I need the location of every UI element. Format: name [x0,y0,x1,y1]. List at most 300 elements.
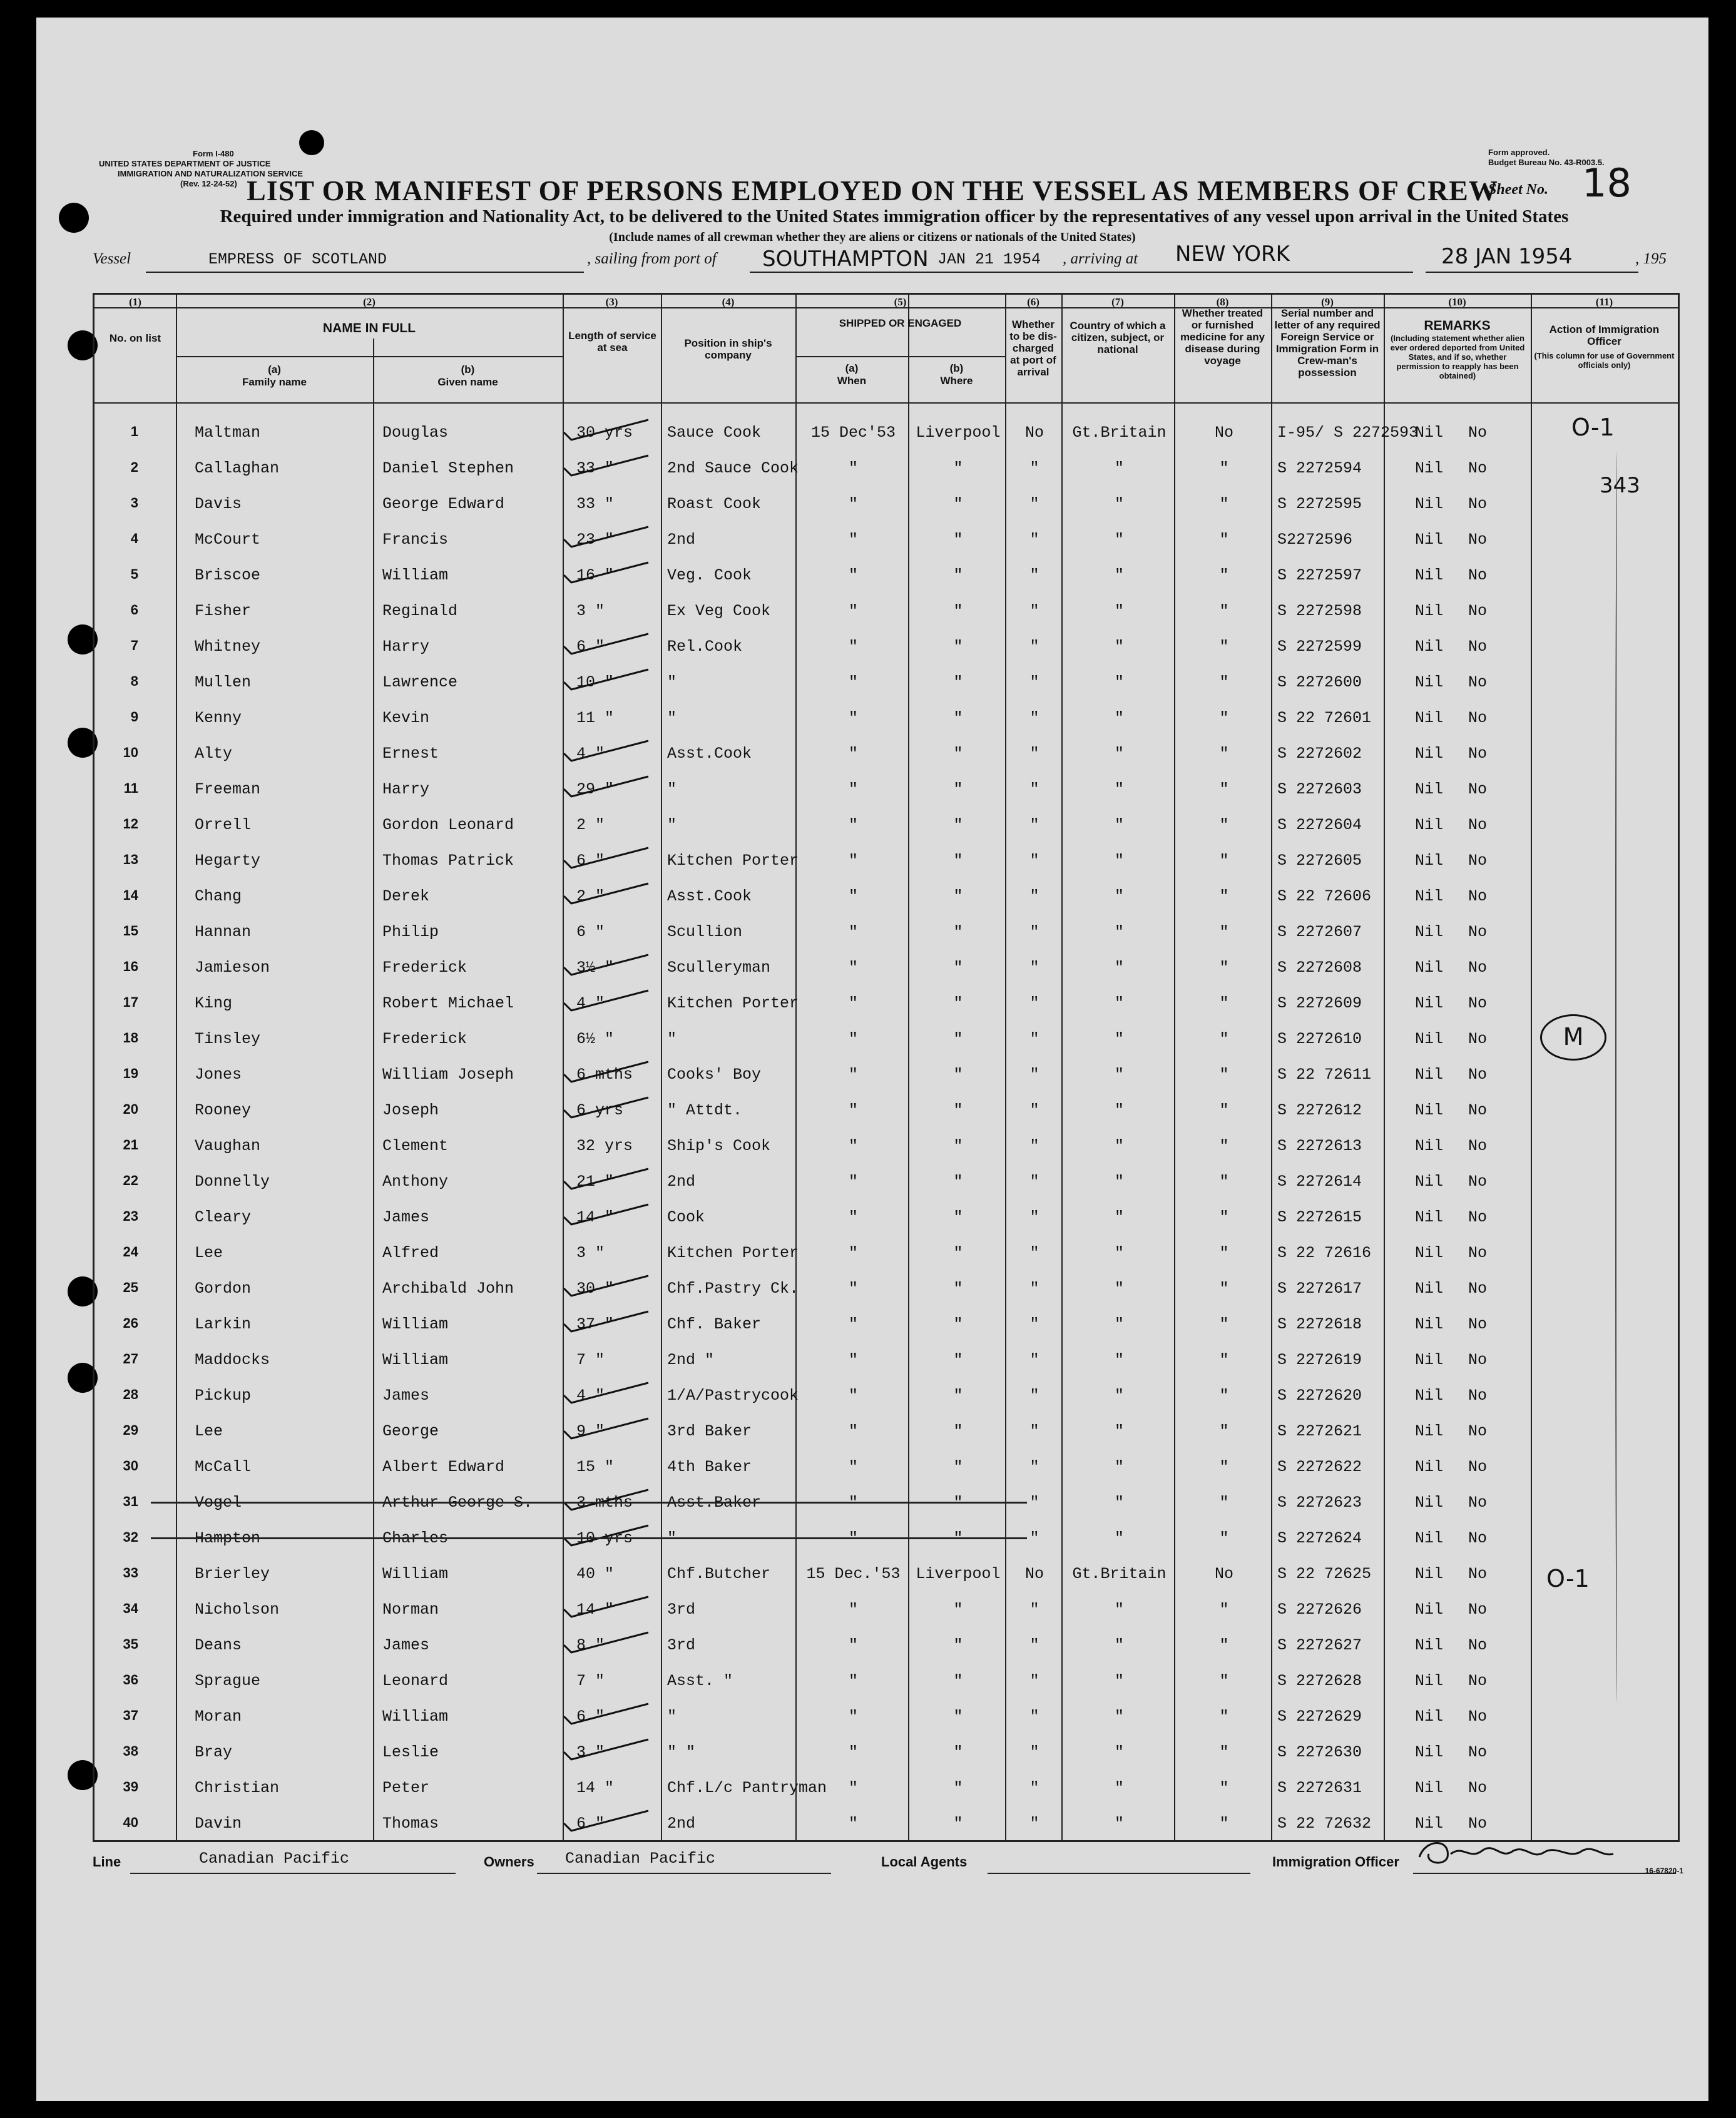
cell-where: " [953,1030,963,1048]
cell-family: Davis [195,495,242,513]
cell-no: 19 [123,1066,138,1081]
cell-given: Ernest [382,745,439,763]
header-given-letter: (b) [461,364,475,375]
cell-treated: " [1219,1422,1229,1440]
cell-when: " [848,1315,858,1333]
cell-where: " [953,495,963,513]
cell-family: Larkin [195,1315,252,1333]
cell-no: 37 [123,1708,138,1723]
cell-length: 4 " [576,745,605,763]
cell-rem2: No [1468,709,1488,727]
cell-where: " [953,1708,963,1726]
cell-treated: " [1219,709,1229,727]
header-no-on-list: No. on list [109,332,161,344]
crew-table [93,293,1680,1842]
cell-when: " [848,816,858,834]
cell-serial: S 2272599 [1277,638,1362,656]
cell-remarks: Nil [1415,1173,1444,1191]
cell-when: " [848,531,858,549]
cell-rem2: No [1468,1565,1488,1583]
cell-where: " [953,887,963,905]
cell-disch: " [1029,1351,1039,1369]
cell-no: 17 [123,994,138,1010]
cell-given: James [382,1387,430,1405]
cell-country: " [1114,709,1124,727]
cell-when: " [848,1101,858,1119]
cell-rem2: No [1468,1173,1488,1191]
cell-country: " [1114,1601,1124,1619]
cell-no: 34 [123,1601,138,1616]
cell-when: " [848,1815,858,1833]
service-name: IMMIGRATION AND NATURALIZATION SERVICE [118,169,304,178]
cell-disch: " [1029,1137,1039,1155]
cell-disch: " [1029,1743,1039,1761]
cell-disch: No [1024,424,1044,442]
cell-given: George [382,1422,439,1440]
cell-length: 11 " [576,709,615,727]
cell-rem2: No [1468,1458,1488,1476]
table-row [94,1769,1678,1805]
cell-given: Arthur George S. [382,1494,533,1512]
cell-where: Liverpool [916,424,1001,442]
cell-serial: S 22 72616 [1277,1244,1372,1262]
cell-family: Hannan [195,923,252,941]
punch-hole [59,203,89,233]
cell-disch: " [1029,1244,1039,1262]
cell-no: 33 [123,1565,138,1581]
cell-position: " [667,1708,677,1726]
cell-length: 7 " [576,1351,605,1369]
cell-treated: No [1214,1565,1233,1583]
table-row [94,485,1678,521]
cell-remarks: Nil [1415,531,1444,549]
cell-family: Jones [195,1066,242,1084]
cell-rem2: No [1468,1280,1488,1298]
header-where-letter: (b) [949,362,964,374]
cell-when: " [848,1779,858,1797]
table-row [94,842,1678,877]
header-shipped: SHIPPED OR ENGAGED [839,317,962,329]
cell-treated: " [1219,1208,1229,1226]
cell-serial: S 2272613 [1277,1137,1362,1155]
cell-rem2: No [1468,1708,1488,1726]
cell-no: 31 [123,1494,138,1509]
cell-position: 2nd [667,1173,696,1191]
cell-where: " [953,959,963,977]
cell-length: 6 yrs [576,1101,624,1119]
cell-country: " [1114,1387,1124,1405]
cell-treated: " [1219,1315,1229,1333]
cell-when: " [848,602,858,620]
cell-where: " [953,1743,963,1761]
cell-length: 3½ " [576,959,615,977]
arrival-port: NEW YORK [1175,242,1290,267]
owners-value: Canadian Pacific [565,1850,716,1868]
cell-disch: " [1029,1708,1039,1726]
cell-country: " [1114,495,1124,513]
cell-length: 14 " [576,1601,615,1619]
cell-country: " [1114,1779,1124,1797]
departure-port: SOUTHAMPTON [762,247,929,272]
cell-when: " [848,709,858,727]
table-row [94,1591,1678,1626]
cell-serial: S 22 72601 [1277,709,1372,727]
cell-rem2: No [1468,424,1488,442]
cell-where: Liverpool [916,1565,1001,1583]
cell-serial: S 2272607 [1277,923,1362,941]
cell-country: " [1114,1315,1124,1333]
cell-no: 10 [123,745,138,760]
cell-disch: " [1029,1494,1039,1512]
cell-family: Gordon [195,1280,252,1298]
cell-remarks: Nil [1415,852,1444,870]
cell-country: " [1114,1066,1124,1084]
cell-given: William [382,1708,449,1726]
cell-family: Lee [195,1422,223,1440]
header-country: Country of which a citizen, subject, or national [1070,320,1166,355]
count-note: 343 [1600,473,1640,498]
cell-no: 5 [130,566,138,582]
cell-when: " [848,495,858,513]
cell-remarks: Nil [1415,638,1444,656]
cell-position: " " [667,1743,696,1761]
cell-country: " [1114,1494,1124,1512]
cell-disch: " [1029,887,1039,905]
cell-remarks: Nil [1415,959,1444,977]
cell-treated: " [1219,1244,1229,1262]
cell-no: 36 [123,1672,138,1688]
cell-remarks: Nil [1415,1315,1444,1333]
cell-when: " [848,959,858,977]
cell-where: " [953,1494,963,1512]
cell-remarks: Nil [1415,1779,1444,1797]
cell-no: 35 [123,1636,138,1652]
cell-where: " [953,1779,963,1797]
cell-where: " [953,1672,963,1690]
cell-length: 15 " [576,1458,615,1476]
line-label: Line [93,1854,121,1870]
cell-country: " [1114,1208,1124,1226]
cell-where: " [953,1815,963,1833]
cell-length: 4 " [576,994,605,1012]
cell-treated: " [1219,923,1229,941]
cell-rem2: No [1468,959,1488,977]
cell-length: 3 " [576,1244,605,1262]
cell-serial: S 2272623 [1277,1494,1362,1512]
header-treated: Whether treated or furnished medicine for any disease during voyage [1180,307,1265,367]
cell-treated: " [1219,638,1229,656]
cell-serial: S 2272615 [1277,1208,1362,1226]
cell-serial: S 2272620 [1277,1387,1362,1405]
cell-rem2: No [1468,1494,1488,1512]
cell-where: " [953,1351,963,1369]
cell-family: Freeman [195,780,261,798]
cell-remarks: Nil [1415,424,1444,442]
cell-rem2: No [1468,1779,1488,1797]
cell-length: 33 " [576,459,615,477]
cell-no: 3 [130,495,138,511]
cell-when: " [848,887,858,905]
cell-treated: " [1219,1494,1229,1512]
cell-where: " [953,1315,963,1333]
cell-disch: " [1029,1636,1039,1654]
cell-no: 29 [123,1422,138,1438]
cell-remarks: Nil [1415,745,1444,763]
cell-when: " [848,1066,858,1084]
cell-remarks: Nil [1415,1137,1444,1155]
cell-rem2: No [1468,495,1488,513]
cell-family: Tinsley [195,1030,261,1048]
cell-country: " [1114,994,1124,1012]
cell-length: 40 " [576,1565,615,1583]
cell-no: 14 [123,887,138,903]
cell-serial: S 22 72606 [1277,887,1372,905]
cell-position: Chf. Baker [667,1315,762,1333]
cell-remarks: Nil [1415,1636,1444,1654]
cell-remarks: Nil [1415,1101,1444,1119]
cell-rem2: No [1468,1743,1488,1761]
cell-disch: No [1024,1565,1044,1583]
page-title: LIST OR MANIFEST OF PERSONS EMPLOYED ON THE VESSEL AS MEMBERS OF CREW [247,175,1498,206]
header-action: Action of Immigration Officer [1549,323,1660,347]
cell-length: 6 mths [576,1066,633,1084]
cell-given: Reginald [382,602,458,620]
department-name: UNITED STATES DEPARTMENT OF JUSTICE [99,159,271,168]
cell-position: Chf.Butcher [667,1565,771,1583]
cell-rem2: No [1468,638,1488,656]
cell-country: " [1114,852,1124,870]
cell-given: Philip [382,923,439,941]
cell-when: " [848,1458,858,1476]
cell-serial: S 2272629 [1277,1708,1362,1726]
cell-remarks: Nil [1415,994,1444,1012]
cell-country: " [1114,887,1124,905]
cell-given: Robert Michael [382,994,514,1012]
table-row [94,1662,1678,1698]
cell-length: 23 " [576,531,615,549]
cell-serial: S 2272614 [1277,1173,1362,1191]
cell-disch: " [1029,780,1039,798]
cell-family: Donnelly [195,1173,270,1191]
cell-given: Derek [382,887,430,905]
cell-when: 15 Dec.'53 [806,1565,901,1583]
cell-family: Sprague [195,1672,261,1690]
cell-country: " [1114,816,1124,834]
cell-remarks: Nil [1415,923,1444,941]
cell-country: " [1114,566,1124,584]
cell-length: 32 yrs [576,1137,633,1155]
cell-disch: " [1029,1173,1039,1191]
cell-where: " [953,459,963,477]
cell-when: " [848,923,858,941]
cell-rem2: No [1468,459,1488,477]
cell-remarks: Nil [1415,1208,1444,1226]
cell-disch: " [1029,923,1039,941]
form-revision: (Rev. 12-24-52) [180,179,237,188]
cell-length: 6½ " [576,1030,615,1048]
cell-country: " [1114,1672,1124,1690]
cell-remarks: Nil [1415,602,1444,620]
cell-where: " [953,673,963,691]
cell-no: 25 [123,1280,138,1295]
cell-family: King [195,994,233,1012]
cell-serial: S 22 72625 [1277,1565,1372,1583]
cell-treated: " [1219,994,1229,1012]
cell-no: 1 [130,424,138,439]
cell-treated: " [1219,1387,1229,1405]
cell-where: " [953,1173,963,1191]
cell-disch: " [1029,1422,1039,1440]
cell-rem2: No [1468,1137,1488,1155]
action-stamp-row33: O-1 [1546,1565,1590,1592]
cell-rem2: No [1468,673,1488,691]
table-row [94,1234,1678,1270]
table-row [94,1555,1678,1591]
cell-length: 30 yrs [576,424,633,442]
cell-given: Peter [382,1779,430,1797]
cell-given: Norman [382,1601,439,1619]
cell-treated: " [1219,887,1229,905]
sheet-number: 18 [1582,160,1631,206]
cell-length: 8 " [576,1636,605,1654]
cell-country: " [1114,1101,1124,1119]
cell-given: Douglas [382,424,449,442]
cell-rem2: No [1468,1315,1488,1333]
table-row [94,984,1678,1020]
cell-treated: " [1219,780,1229,798]
cell-given: William [382,1565,449,1583]
cell-family: Whitney [195,638,261,656]
cell-when: " [848,1244,858,1262]
cell-disch: " [1029,1280,1039,1298]
table-row [94,1448,1678,1484]
cell-remarks: Nil [1415,780,1444,798]
header-name-in-full: NAME IN FULL [322,321,416,335]
year-suffix: , 195 [1635,250,1667,267]
cell-treated: " [1219,1815,1229,1833]
table-row [94,1698,1678,1733]
cell-rem2: No [1468,1636,1488,1654]
table-row [94,663,1678,699]
col-number: (7) [1111,296,1124,308]
cell-disch: " [1029,1672,1039,1690]
table-row [94,735,1678,770]
cell-length: 4 " [576,1387,605,1405]
cell-position: " [667,709,677,727]
cell-family: Maddocks [195,1351,270,1369]
cell-country: Gt.Britain [1072,424,1167,442]
cell-serial: S 2272631 [1277,1779,1362,1797]
sheet-label: Sheet No. [1488,181,1548,198]
cell-length: 3 " [576,602,605,620]
cell-treated: " [1219,1529,1229,1547]
cell-rem2: No [1468,745,1488,763]
cell-position: Roast Cook [667,495,762,513]
cell-position: 4th Baker [667,1458,752,1476]
owners-label: Owners [484,1854,534,1870]
cell-where: " [953,1422,963,1440]
table-row [94,770,1678,806]
cell-position: 2nd " [667,1351,715,1369]
cell-where: " [953,1636,963,1654]
cell-no: 20 [123,1101,138,1117]
cell-disch: " [1029,959,1039,977]
table-row [94,449,1678,485]
form-approved: Form approved. [1488,148,1550,157]
cell-where: " [953,1066,963,1084]
table-row [94,1270,1678,1305]
cell-disch: " [1029,1458,1039,1476]
cell-serial: S 2272612 [1277,1101,1362,1119]
cell-when: 15 Dec'53 [810,424,896,442]
cell-country: " [1114,1351,1124,1369]
cell-treated: " [1219,1708,1229,1726]
cell-treated: " [1219,1351,1229,1369]
cell-serial: S 2272626 [1277,1601,1362,1619]
cell-remarks: Nil [1415,1815,1444,1833]
cell-disch: " [1029,1529,1039,1547]
cell-family: Pickup [195,1387,252,1405]
cell-position: Cook [667,1208,705,1226]
cell-position: Kitchen Porter [667,994,799,1012]
cell-serial: S 2272624 [1277,1529,1362,1547]
cell-serial: S 2272603 [1277,780,1362,798]
cell-when: " [848,1494,858,1512]
cell-family: Fisher [195,602,252,620]
cell-treated: " [1219,852,1229,870]
header-family-name: Family name [242,376,307,388]
cell-position: Chf.Pastry Ck. [667,1280,799,1298]
table-row [94,1305,1678,1341]
cell-remarks: Nil [1415,1672,1444,1690]
cell-given: Leonard [382,1672,449,1690]
cell-position: 3rd [667,1636,696,1654]
cell-disch: " [1029,566,1039,584]
cell-where: " [953,1280,963,1298]
cell-length: 30 " [576,1280,615,1298]
cell-no: 28 [123,1387,138,1402]
cell-remarks: Nil [1415,1351,1444,1369]
cell-no: 7 [130,638,138,653]
cell-where: " [953,1101,963,1119]
cell-given: William [382,1351,449,1369]
cell-family: McCourt [195,531,261,549]
cell-family: Rooney [195,1101,252,1119]
bracket-line [1615,451,1620,1703]
vessel-name: EMPRESS OF SCOTLAND [208,250,387,268]
cell-given: Archibald John [382,1280,514,1298]
cell-no: 22 [123,1173,138,1188]
cell-length: 3 " [576,1743,605,1761]
col-number: (9) [1321,296,1334,308]
cell-disch: " [1029,1779,1039,1797]
cell-when: " [848,745,858,763]
cell-rem2: No [1468,1529,1488,1547]
cell-remarks: Nil [1415,1280,1444,1298]
cell-family: Maltman [195,424,261,442]
cell-rem2: No [1468,994,1488,1012]
cell-rem2: No [1468,1208,1488,1226]
cell-remarks: Nil [1415,1422,1444,1440]
cell-family: Davin [195,1815,242,1833]
cell-given: Francis [382,531,449,549]
cell-treated: " [1219,459,1229,477]
cell-where: " [953,1387,963,1405]
table-row [94,1020,1678,1056]
header-remarks: REMARKS [1424,318,1491,333]
form-number: Form I-480 [193,149,234,158]
cell-when: " [848,566,858,584]
